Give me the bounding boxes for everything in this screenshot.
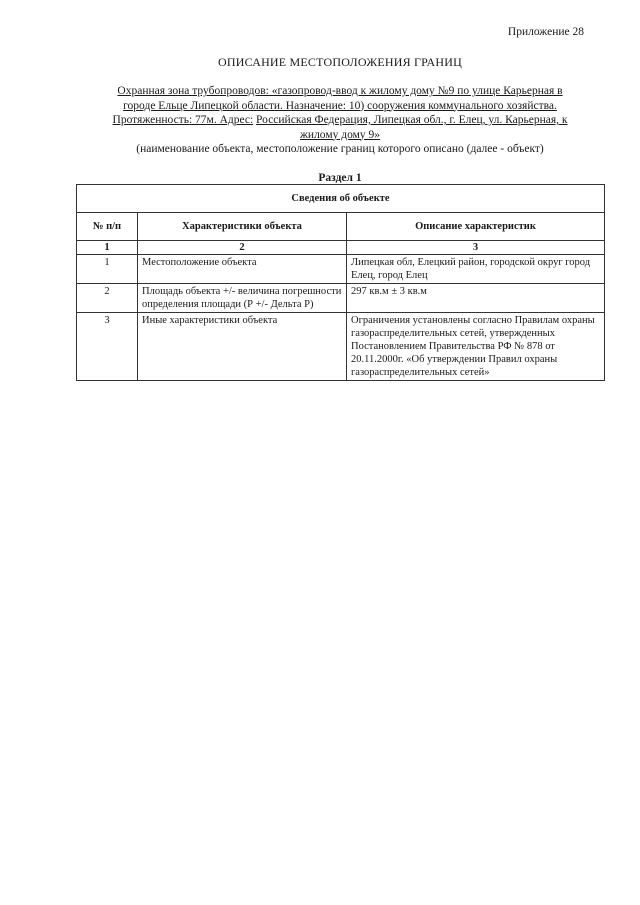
table-row <box>77 313 605 381</box>
row-number: 1 <box>77 255 138 284</box>
page-title: ОПИСАНИЕ МЕСТОПОЛОЖЕНИЯ ГРАНИЦ <box>218 55 462 69</box>
row-number: 2 <box>77 284 138 313</box>
table-title: Сведения об объекте <box>77 185 605 213</box>
table-row <box>77 255 605 284</box>
object-info-table <box>76 184 605 381</box>
column-number-3: 3 <box>347 241 605 255</box>
section-title: Раздел 1 <box>318 172 362 184</box>
object-line-4: жилому дому 9» <box>299 128 381 141</box>
object-caption: (наименование объекта, местоположение границ которого описано (далее - объект) <box>136 143 544 155</box>
row-characteristic: Местоположение объекта <box>138 255 347 284</box>
row-description: Ограничения установлены согласно Правилам охраны газораспределительных сетей, утвержденных Постановлением Правительства РФ № 878 от 20.11.2000г. «Об утверждении Правил охраны газораспределительных сетей» <box>347 313 605 381</box>
row-number: 3 <box>77 313 138 381</box>
column-number-2: 2 <box>138 241 347 255</box>
object-line-2: городе Ельце Липецкой области. Назначение: 10) сооружения коммунального хозяйства. <box>123 99 557 112</box>
table-row <box>77 284 605 313</box>
row-characteristic: Иные характеристики объекта <box>138 313 347 381</box>
column-number-1: 1 <box>77 241 138 255</box>
column-header-description: Описание характеристик <box>347 213 605 241</box>
row-description: 297 кв.м ± 3 кв.м <box>347 284 605 313</box>
appendix-label: Приложение 28 <box>507 26 584 38</box>
object-line-1: Охранная зона трубопроводов: «газопровод-ввод к жилому дому №9 по улице Карьерная в <box>117 85 563 97</box>
row-description: Липецкая обл, Елецкий район, городской округ город Елец, город Елец <box>347 255 605 284</box>
object-line-3b: Российская Федерация, Липецкая обл., г. Елец, ул. Карьерная, к <box>256 114 568 126</box>
object-line-3a: Протяженность: 77м. Адрес: <box>112 114 254 126</box>
table-column-numbers-row <box>77 241 605 255</box>
column-header-characteristic: Характеристики объекта <box>138 213 347 241</box>
table-title-row <box>77 185 605 213</box>
row-characteristic: Площадь объекта +/- величина погрешности определения площади (Р +/- Дельта Р) <box>138 284 347 313</box>
table-header-row <box>77 213 605 241</box>
object-description <box>76 84 604 157</box>
column-header-number: № п/п <box>77 213 138 241</box>
